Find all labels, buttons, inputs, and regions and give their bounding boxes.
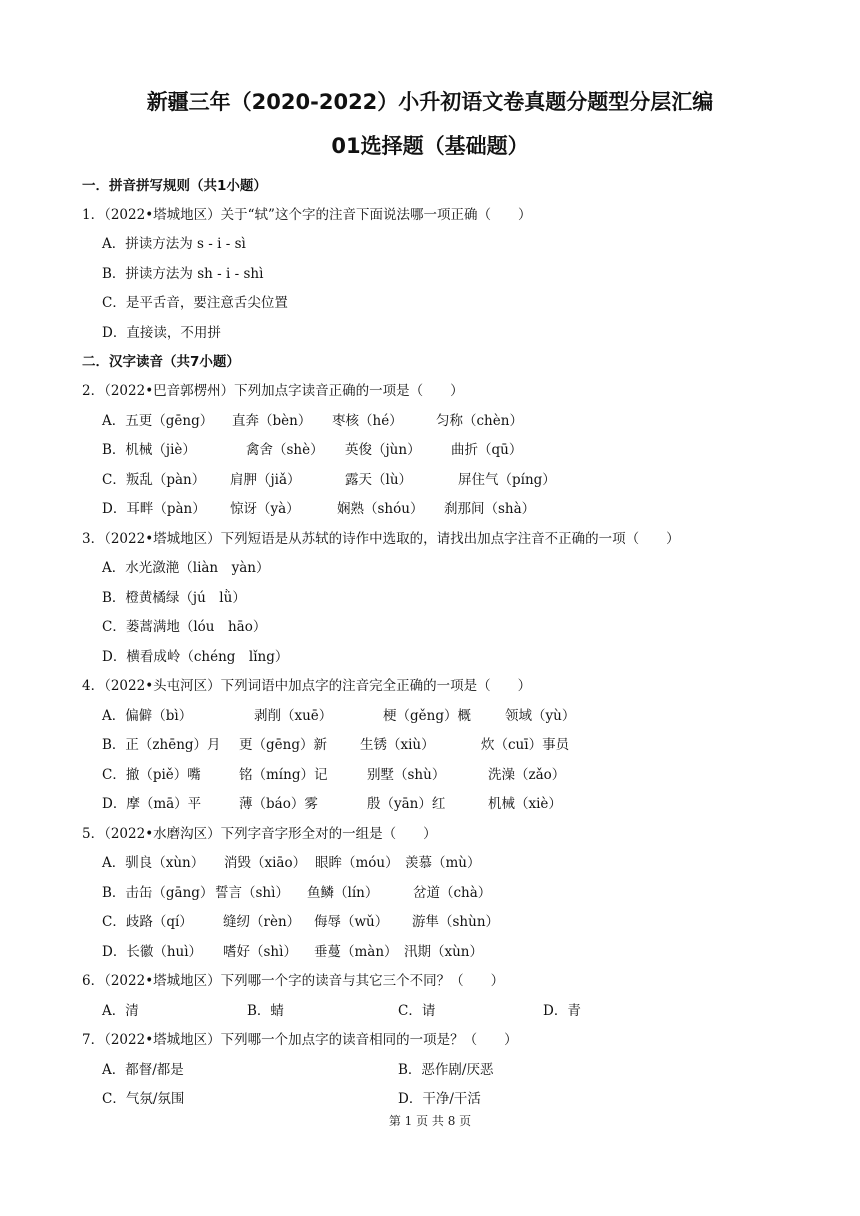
question-4-option-c-1: C．撤（piě）嘴 <box>102 767 201 783</box>
question-7-option-c: C．气氛/氛围 <box>102 1091 185 1107</box>
question-6-option-a: A．清 <box>102 1003 139 1019</box>
question-2-option-d-2: 惊讶（yà） <box>230 501 300 517</box>
question-5-option-d-2: 嗜好（shì） <box>223 944 297 960</box>
question-4-option-a-2: 剥削（xuē） <box>254 708 333 724</box>
question-2-option-d-4: 刹那间（shà） <box>444 501 536 517</box>
question-2-option-a-1: A．五更（gēng） <box>102 413 214 429</box>
question-3-option-d: D．横看成岭（chéng lǐng） <box>102 649 289 665</box>
question-3-stem: 3．（2022•塔城地区）下列短语是从苏轼的诗作中选取的，请找出加点字注音不正确的一项（ ） <box>82 531 680 547</box>
question-2-option-a-2: 直奔（bèn） <box>232 413 312 429</box>
question-5-option-b-4: 岔道（chà） <box>413 885 492 901</box>
question-5-option-c-4: 游隼（shùn） <box>412 914 500 930</box>
question-6-option-b: B．蜻 <box>247 1003 284 1019</box>
question-4-option-a-3: 梗（gěng）概 <box>383 708 471 724</box>
question-2-option-c-3: 露天（lù） <box>345 472 413 488</box>
question-5-option-d-1: D．长徽（huì） <box>102 944 203 960</box>
question-4-option-b-3: 生锈（xiù） <box>360 737 435 753</box>
section-heading-reading: 二．汉字读音（共7小题） <box>82 354 240 370</box>
question-4-stem: 4．（2022•头屯河区）下列词语中加点字的注音完全正确的一项是（ ） <box>82 678 532 694</box>
question-5-option-b-3: 鱼鳞（lín） <box>307 885 379 901</box>
question-4-option-b-2: 更（gēng）新 <box>239 737 327 753</box>
question-2-stem: 2．（2022•巴音郭楞州）下列加点字读音正确的一项是（ ） <box>82 383 464 399</box>
question-1-stem: 1．（2022•塔城地区）关于“轼”这个字的注音下面说法哪一项正确（ ） <box>82 207 532 223</box>
question-4-option-a-1: A．偏僻（bì） <box>102 708 193 724</box>
question-4-option-c-2: 铭（míng）记 <box>239 767 328 783</box>
page-footer: 第 1 页 共 8 页 <box>388 1114 472 1128</box>
question-2-option-d-3: 娴熟（shóu） <box>337 501 424 517</box>
question-7-option-b: B．恶作剧/厌恶 <box>398 1062 494 1078</box>
document-title: 新疆三年（2020-2022）小升初语文卷真题分题型分层汇编 <box>146 90 714 114</box>
question-6-stem: 6．（2022•塔城地区）下列哪一个字的读音与其它三个不同？（ ） <box>82 973 505 989</box>
question-4-option-d-4: 机械（xiè） <box>488 796 562 812</box>
question-2-option-d-1: D．耳畔（pàn） <box>102 501 206 517</box>
question-1-option-d: D．直接读，不用拼 <box>102 325 221 341</box>
question-5-option-d-4: 汛期（xùn） <box>404 944 484 960</box>
question-3-option-c: C．蒌蒿满地（lóu hāo） <box>102 619 267 635</box>
question-2-option-c-1: C．叛乱（pàn） <box>102 472 206 488</box>
question-4-option-d-3: 殷（yān）红 <box>367 796 446 812</box>
section-heading-pinyin: 一．拼音拼写规则（共1小题） <box>82 178 267 194</box>
question-4-option-a-4: 领域（yù） <box>505 708 576 724</box>
question-2-option-c-2: 肩胛（jiǎ） <box>230 472 301 488</box>
question-3-option-a: A．水光潋滟（liàn yàn） <box>102 560 270 576</box>
document-subtitle: 01选择题（基础题） <box>331 134 529 158</box>
question-7-option-d: D．干净/干活 <box>398 1091 481 1107</box>
question-2-option-b-2: 禽舍（shè） <box>246 442 324 458</box>
question-5-option-d-3: 垂蔓（màn） <box>314 944 398 960</box>
question-6-option-d: D．青 <box>543 1003 581 1019</box>
question-2-option-a-4: 匀称（chèn） <box>436 413 523 429</box>
question-2-option-b-1: B．机械（jiè） <box>102 442 196 458</box>
question-4-option-d-1: D．摩（mā）平 <box>102 796 202 812</box>
question-5-option-a-2: 消毁（xiāo） <box>224 855 307 871</box>
question-4-option-c-3: 别墅（shù） <box>367 767 446 783</box>
question-1-option-c: C．是平舌音，要注意舌尖位置 <box>102 295 288 311</box>
question-7-option-a: A．都督/都是 <box>102 1062 184 1078</box>
question-3-option-b: B．橙黄橘绿（jú lǜ） <box>102 590 246 606</box>
question-5-option-c-3: 侮辱（wǔ） <box>314 914 389 930</box>
question-1-option-b: B．拼读方法为 sh - i - shì <box>102 266 264 282</box>
question-2-option-c-4: 屏住气（píng） <box>458 472 556 488</box>
question-4-option-b-1: B．正（zhēng）月 <box>102 737 221 753</box>
question-4-option-b-4: 炊（cuī）事员 <box>481 737 570 753</box>
question-2-option-b-4: 曲折（qū） <box>451 442 523 458</box>
question-4-option-c-4: 洗澡（zǎo） <box>488 767 566 783</box>
question-5-option-a-1: A．驯良（xùn） <box>102 855 205 871</box>
question-5-option-b-2: 誓言（shì） <box>215 885 289 901</box>
question-2-option-b-3: 英俊（jùn） <box>345 442 421 458</box>
question-5-stem: 5．（2022•水磨沟区）下列字音字形全对的一组是（ ） <box>82 826 437 842</box>
question-7-stem: 7．（2022•塔城地区）下列哪一个加点字的读音相同的一项是？（ ） <box>82 1032 518 1048</box>
question-5-option-b-1: B．击缶（gāng） <box>102 885 214 901</box>
question-5-option-a-3: 眼眸（móu） <box>315 855 399 871</box>
question-4-option-d-2: 薄（báo）雾 <box>239 796 318 812</box>
question-5-option-c-1: C．歧路（qí） <box>102 914 193 930</box>
question-6-option-c: C．请 <box>398 1003 436 1019</box>
question-2-option-a-3: 枣核（hé） <box>332 413 403 429</box>
question-5-option-a-4: 羡慕（mù） <box>405 855 481 871</box>
question-1-option-a: A．拼读方法为 s - i - sì <box>102 236 246 252</box>
question-5-option-c-2: 缝纫（rèn） <box>223 914 301 930</box>
